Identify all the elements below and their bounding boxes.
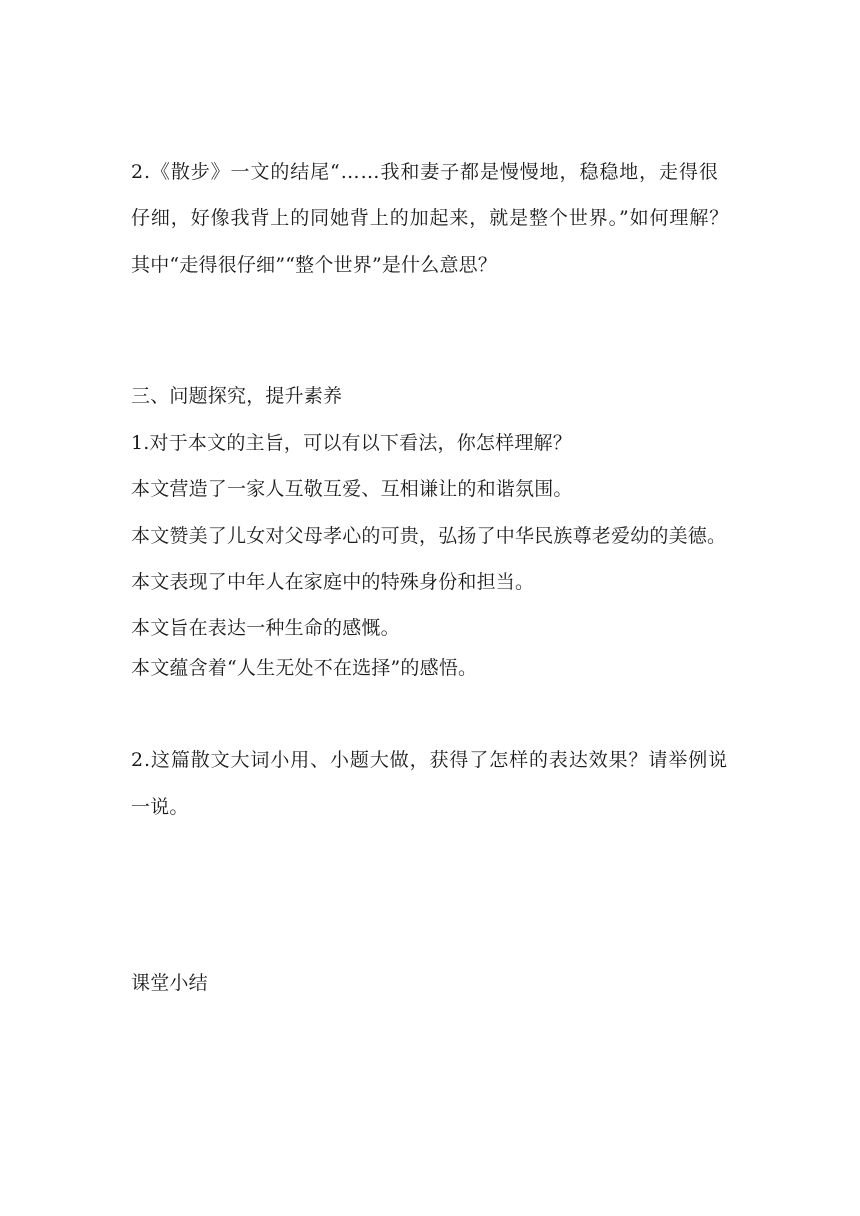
- question-2-line-2: 仔细，好像我背上的同她背上的加起来，就是整个世界。”如何理解？: [131, 207, 730, 229]
- view-4: 本文旨在表达一种生命的感慨。: [131, 617, 400, 639]
- view-1: 本文营造了一家人互敬互爱、互相谦让的和谐氛围。: [131, 478, 573, 500]
- section-3-heading: 三、问题探究，提升素养: [131, 385, 343, 407]
- view-5: 本文蕴含着“人生无处不在选择”的感悟。: [131, 657, 478, 679]
- view-2: 本文赞美了儿女对父母孝心的可贵，弘扬了中华民族尊老爱幼的美德。: [131, 525, 727, 547]
- view-3: 本文表现了中年人在家庭中的特殊身份和担当。: [131, 571, 535, 593]
- question-2-line-1: 2.《散步》一文的结尾“……我和妻子都是慢慢地，稳稳地，走得很: [131, 161, 719, 183]
- section-3-question-2-line-2: 一说。: [131, 796, 189, 818]
- section-3-question-2-line-1: 2.这篇散文大词小用、小题大做，获得了怎样的表达效果？请举例说: [131, 749, 729, 771]
- summary-heading: 课堂小结: [131, 972, 208, 994]
- section-3-question-1: 1.对于本文的主旨，可以有以下看法，你怎样理解？: [131, 432, 572, 454]
- question-2-line-3: 其中“走得很仔细”“整个世界”是什么意思？: [131, 254, 498, 276]
